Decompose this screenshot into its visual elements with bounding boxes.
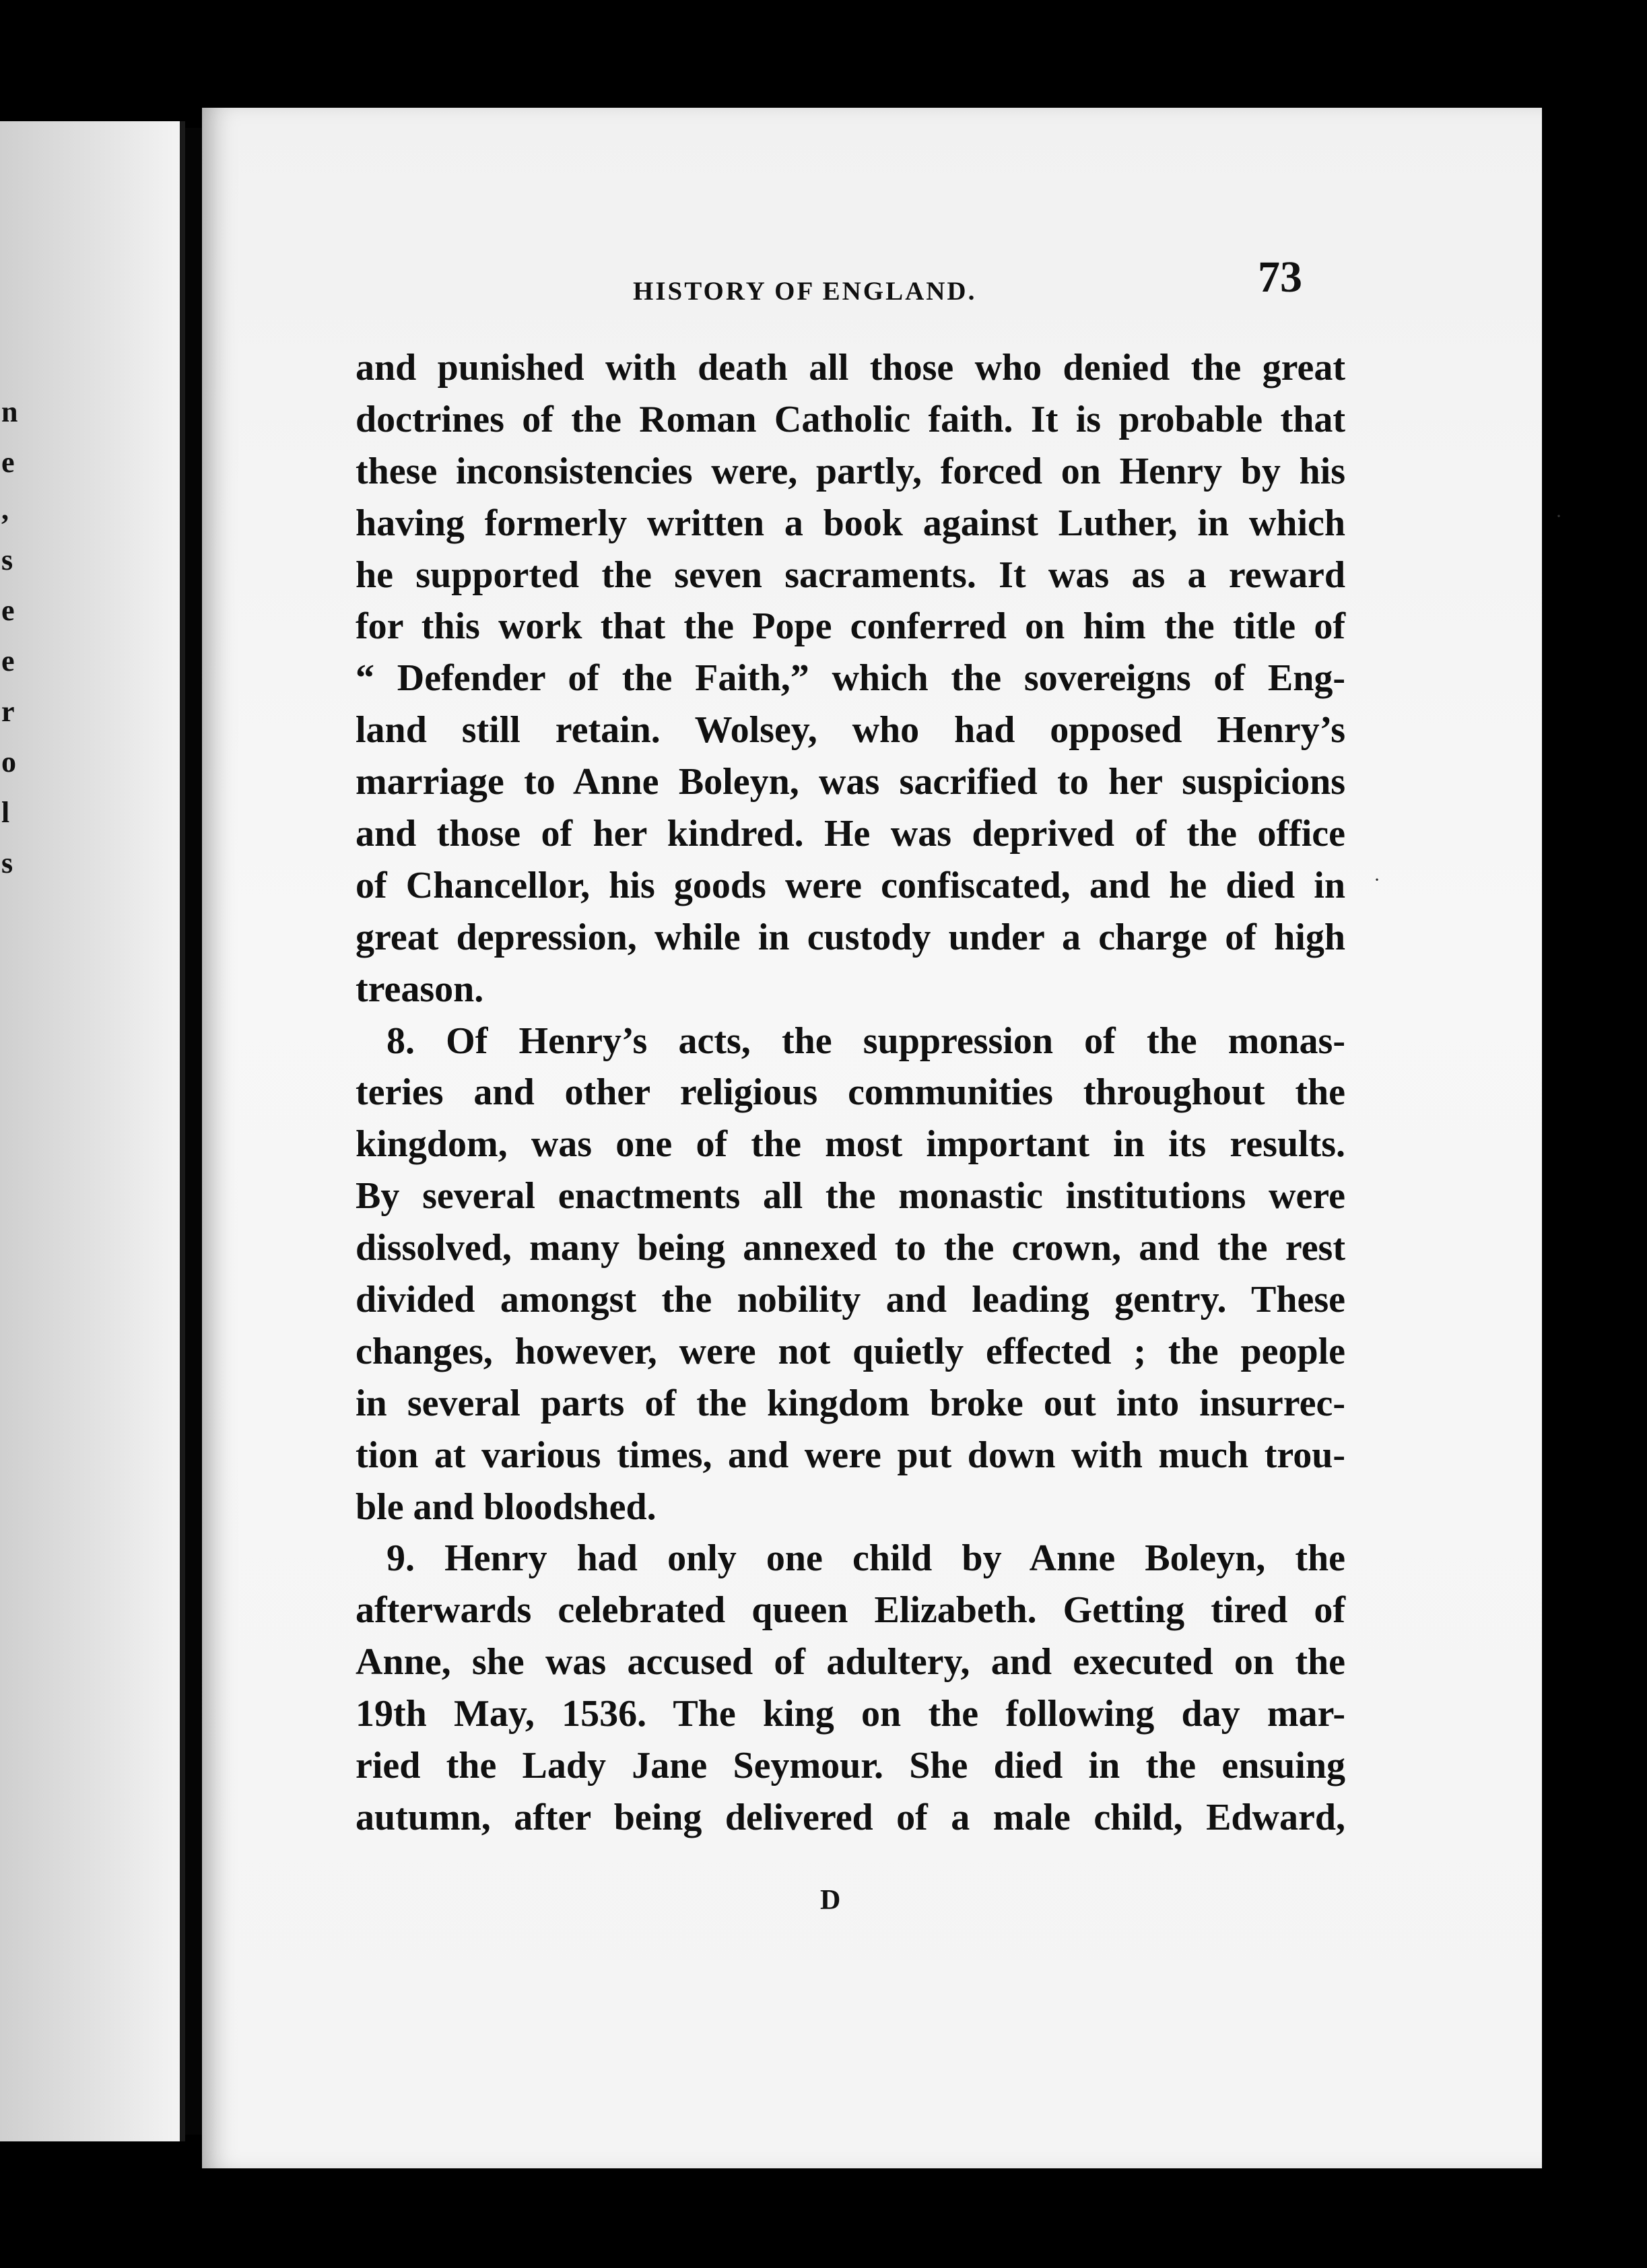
ink-speck: · xyxy=(1374,869,1380,891)
ink-speck: · xyxy=(1555,505,1562,527)
text-line: tion at various times, and were put down with much trou- xyxy=(356,1434,1345,1476)
left-edge-char: e xyxy=(1,594,15,627)
right-page xyxy=(202,108,1562,2168)
text-line: great depression, while in custody under a charge of high xyxy=(356,916,1345,958)
text-line: ble and bloodshed. xyxy=(356,1486,657,1528)
text-line: for this work that the Pope conferred on him the title of xyxy=(356,605,1345,648)
text-line: autumn, after being delivered of a male child, Edward, xyxy=(356,1796,1345,1838)
text-line: Anne, she was accused of adultery, and executed on the xyxy=(356,1641,1345,1683)
paragraph-start-line: 8. Of Henry’s acts, the suppression of the monas- xyxy=(386,1020,1345,1062)
left-edge-char: r xyxy=(1,695,15,728)
page-number: 73 xyxy=(1258,253,1302,302)
text-line: By several enactments all the monastic institutions were xyxy=(356,1175,1345,1218)
body-text xyxy=(356,342,1345,1844)
text-line: afterwards celebrated queen Elizabeth. Getting tired of xyxy=(356,1589,1345,1632)
text-line: of Chancellor, his goods were confiscated, and he died in xyxy=(356,864,1345,906)
text-line: doctrines of the Roman Catholic faith. It is probable that xyxy=(356,398,1345,440)
text-line: 19th May, 1536. The king on the following day mar- xyxy=(356,1693,1345,1735)
text-line: teries and other religious communities throughout the xyxy=(356,1071,1345,1114)
signature-mark: D xyxy=(820,1885,841,1916)
left-page-edge xyxy=(0,121,185,2141)
text-line: and those of her kindred. He was deprived of the office xyxy=(356,813,1345,855)
paragraph-start-line: 9. Henry had only one child by Anne Boleyn, the xyxy=(386,1537,1345,1580)
running-head: HISTORY OF ENGLAND. xyxy=(633,277,977,306)
text-line: treason. xyxy=(356,968,484,1010)
text-line: marriage to Anne Boleyn, was sacrified to her suspicions xyxy=(356,761,1345,803)
text-line: land still retain. Wolsey, who had opposed Henry’s xyxy=(356,709,1345,752)
text-line: and punished with death all those who denied the great xyxy=(356,347,1345,389)
text-line: “ Defender of the Faith,” which the sovereigns of Eng- xyxy=(356,657,1345,700)
text-line: he supported the seven sacraments. It was as a reward xyxy=(356,554,1345,596)
text-line: in several parts of the kingdom broke out into insurrec- xyxy=(356,1382,1345,1424)
text-line: divided amongst the nobility and leading gentry. These xyxy=(356,1279,1345,1321)
text-line: these inconsistencies were, partly, forced on Henry by his xyxy=(356,450,1345,492)
text-line: dissolved, many being annexed to the crown, and the rest xyxy=(356,1227,1345,1269)
left-edge-char: o xyxy=(1,745,16,778)
left-edge-char: e xyxy=(1,644,15,677)
left-edge-char: e xyxy=(1,446,15,479)
text-line: kingdom, was one of the most important in its results. xyxy=(356,1123,1345,1166)
left-edge-char: s xyxy=(1,846,13,879)
text-line: having formerly written a book against Luther, in which xyxy=(356,502,1345,544)
text-line: ried the Lady Jane Seymour. She died in the ensuing xyxy=(356,1745,1345,1787)
left-edge-char: l xyxy=(1,796,10,829)
left-edge-char: n xyxy=(1,395,18,428)
left-edge-char: s xyxy=(1,543,13,576)
left-edge-char: , xyxy=(1,493,9,526)
text-line: changes, however, were not quietly effected ; the people xyxy=(356,1330,1345,1372)
